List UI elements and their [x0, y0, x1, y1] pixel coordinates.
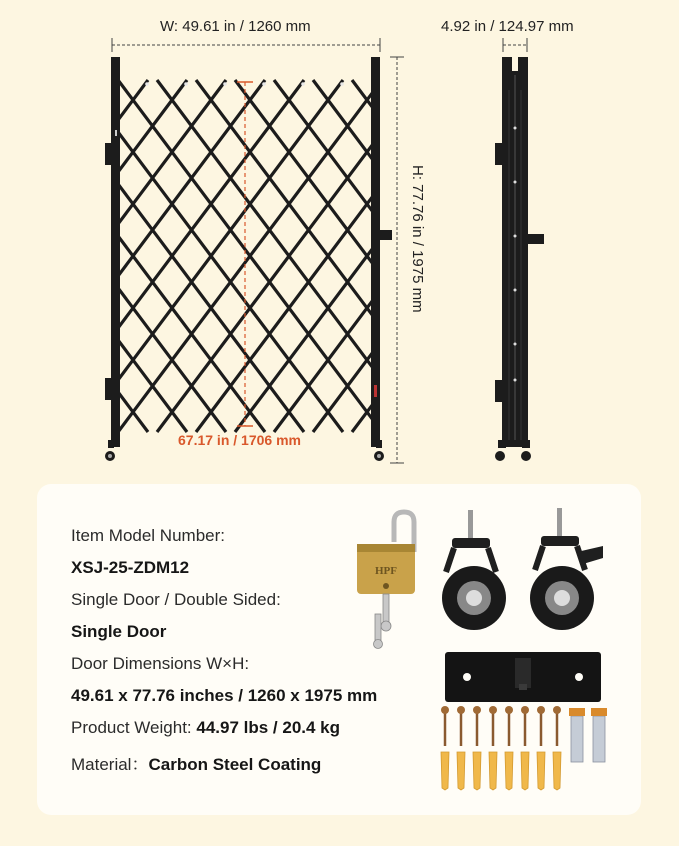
padlock-stamp: HPF [375, 565, 397, 577]
material-value: Carbon Steel Coating [148, 755, 322, 774]
product-weight-value: 44.97 lbs / 20.4 kg [196, 718, 341, 737]
material-label: Material： [71, 755, 149, 774]
material-row [71, 750, 321, 775]
locking-caster-wheel-icon [507, 508, 607, 630]
door-type-label: Single Door / Double Sided: [71, 590, 281, 609]
spec-card [37, 484, 641, 815]
inner-height-dimension-label: 67.17 in / 1706 mm [178, 432, 301, 448]
height-dimension-label: H: 77.76 in / 1975 mm [409, 165, 426, 313]
screws-icon [437, 706, 567, 748]
padlock-icon [349, 510, 429, 650]
product-weight-row [71, 718, 340, 738]
model-number-value: XSJ-25-ZDM12 [71, 558, 190, 577]
mounting-plate-icon [445, 652, 605, 704]
expansion-bolts-icon [567, 706, 617, 766]
width-dimension-label: W: 49.61 in / 1260 mm [160, 18, 311, 35]
door-dimensions-label: Door Dimensions W×H: [71, 654, 250, 673]
door-type-value: Single Door [71, 622, 167, 641]
product-weight-label: Product Weight: [71, 718, 192, 737]
model-number-label: Item Model Number: [71, 526, 225, 545]
wall-anchors-icon [437, 750, 567, 792]
depth-dimension-label: 4.92 in / 124.97 mm [441, 18, 574, 35]
door-dimensions-value: 49.61 x 77.76 inches / 1260 x 1975 mm [71, 686, 378, 705]
